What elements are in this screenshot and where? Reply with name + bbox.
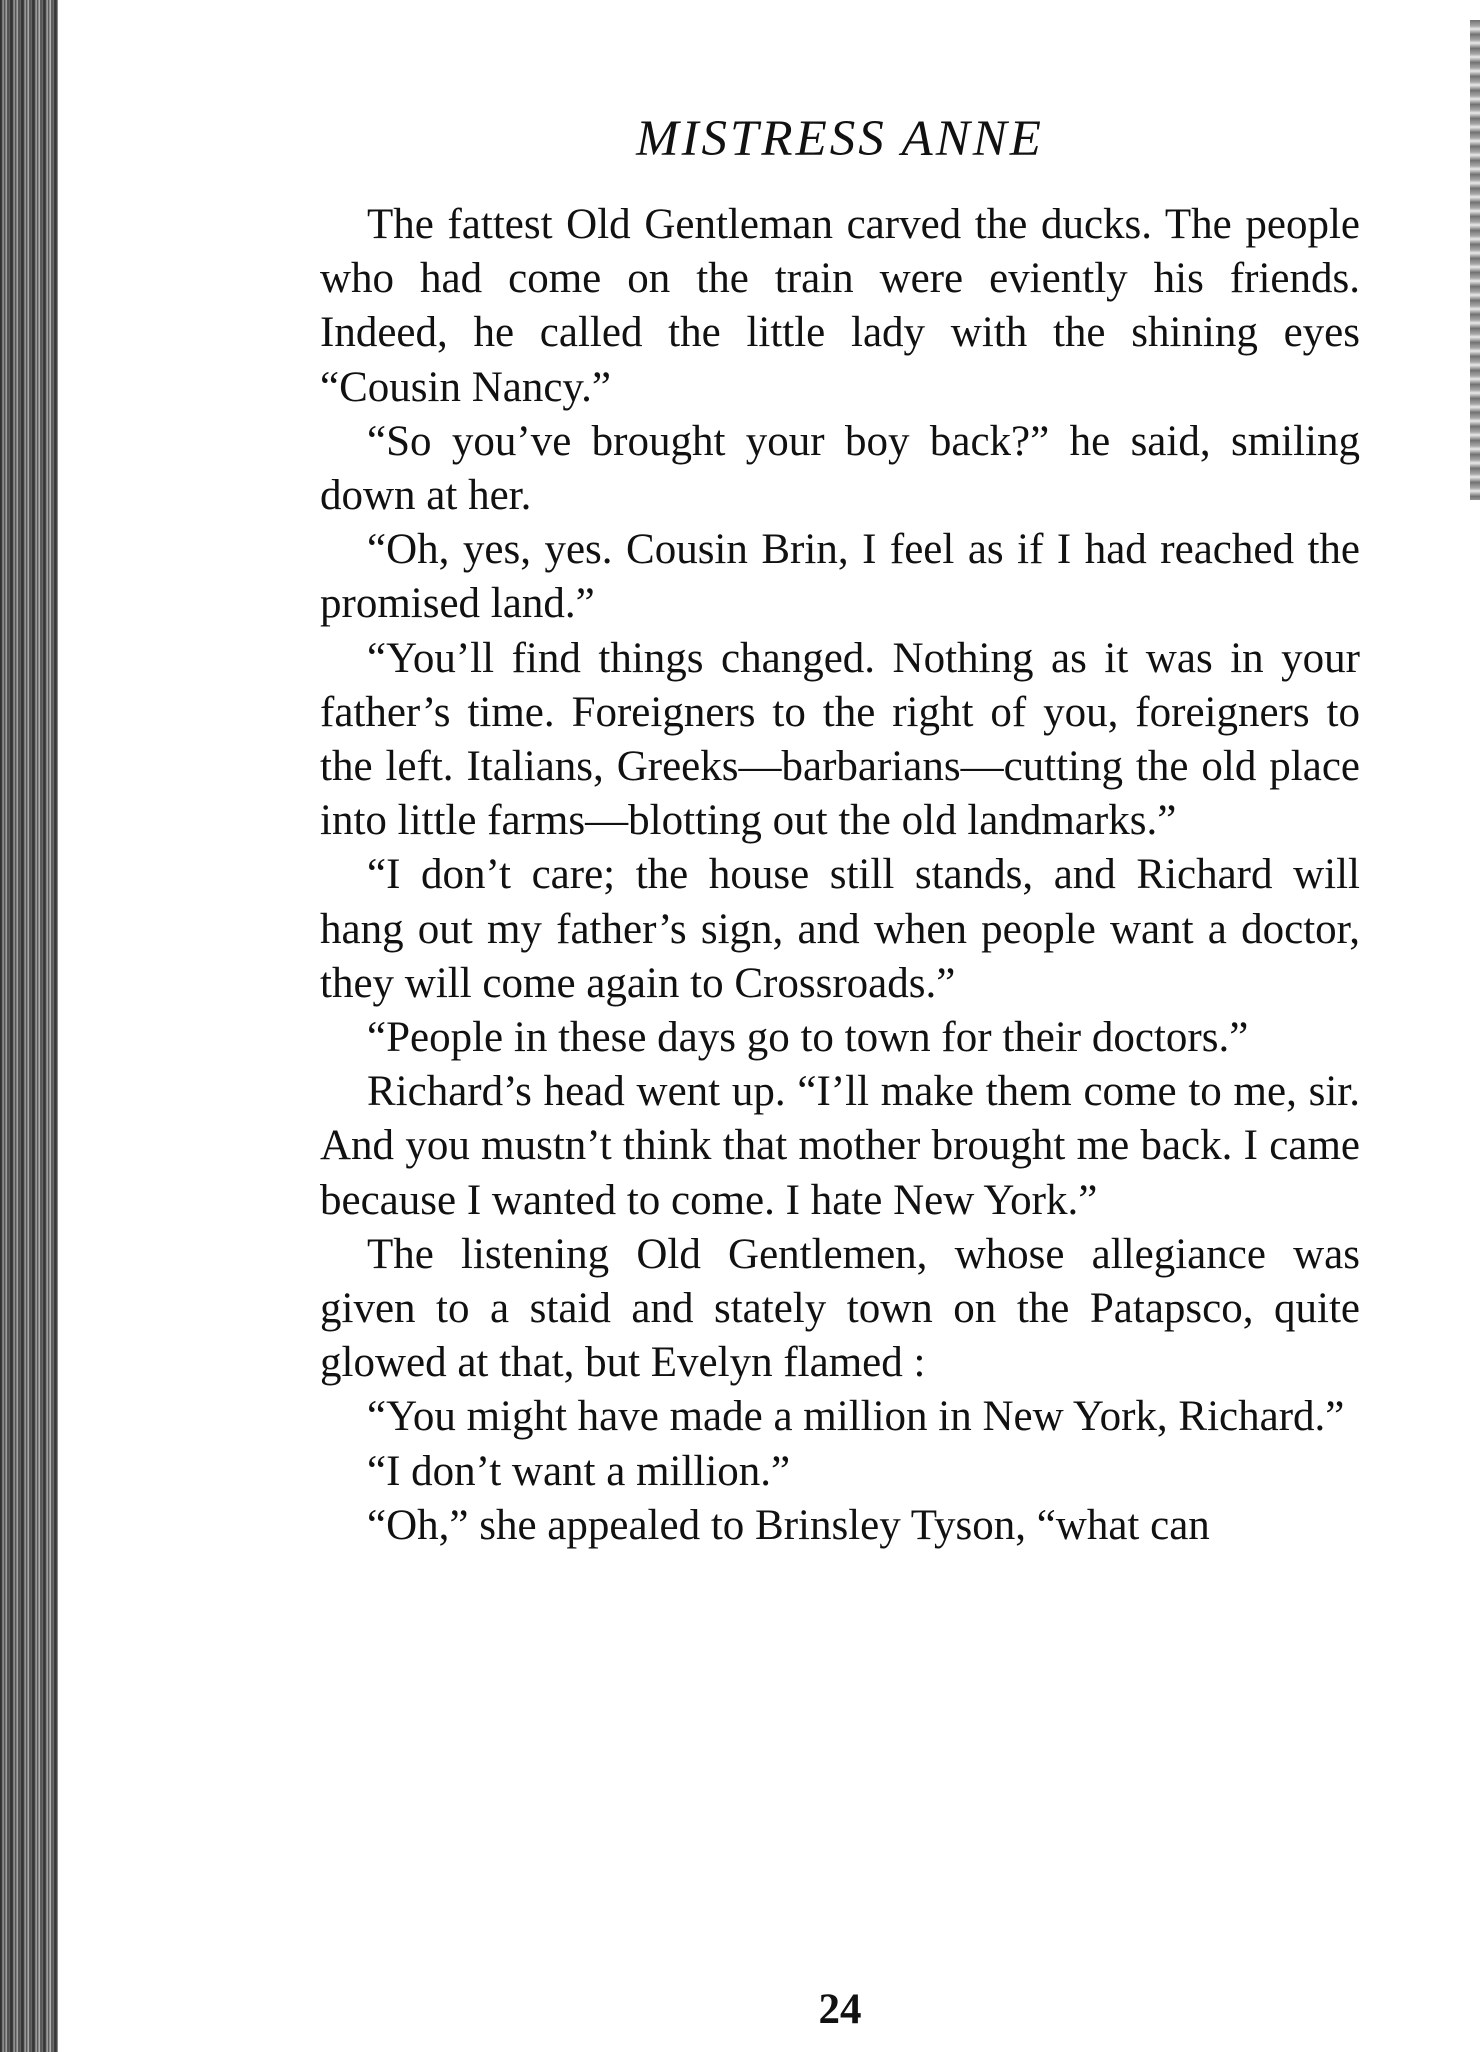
paragraph: “I don’t care; the house still stands, and Richard will hang out my father’s sign, and when people want a doctor, they will come again to Crossroads.” xyxy=(320,851,1360,1007)
paragraph: “I don’t want a million.” xyxy=(367,1447,791,1495)
paragraph: “Oh, yes, yes. Cousin Brin, I feel as if I had reached the promised land.” xyxy=(320,526,1360,628)
paragraph: “You’ll find things changed. Nothing as it was in your father’s time. Foreigners to the right of you, foreigners to the left. Italians, Greeks—barbarians—cutting the old place into little farms—blotting out the old landmarks.” xyxy=(320,634,1360,845)
paragraph: Richard’s head went up. “I’ll make them come to me, sir. And you mustn’t think that mother brought me back. I came because I wanted to come. I hate New York.” xyxy=(320,1068,1360,1224)
body-text xyxy=(320,198,1360,1553)
gutter-shading xyxy=(0,0,70,2052)
page-number: 24 xyxy=(818,1986,862,2033)
paragraph: “So you’ve brought your boy back?” he said, smiling down at her. xyxy=(320,417,1360,520)
paragraph: The listening Old Gentlemen, whose allegiance was given to a staid and stately town on the Patapsco, quite glowed at that, but Evelyn flamed : xyxy=(320,1230,1360,1387)
paragraph: “Oh,” she appealed to Brinsley Tyson, “what can xyxy=(367,1501,1210,1549)
running-head: MISTRESS ANNE xyxy=(636,111,1044,167)
paragraph: “People in these days go to town for their doctors.” xyxy=(367,1014,1249,1062)
paragraph: “You might have made a million in New York, Richard.” xyxy=(367,1393,1345,1441)
paragraph: The fattest Old Gentleman carved the ducks. The people who had come on the train were eviently his friends. Indeed, he called the little lady with the shining eyes “Cousin Nancy.” xyxy=(320,201,1360,411)
page-edge-shadow xyxy=(1470,20,1480,500)
